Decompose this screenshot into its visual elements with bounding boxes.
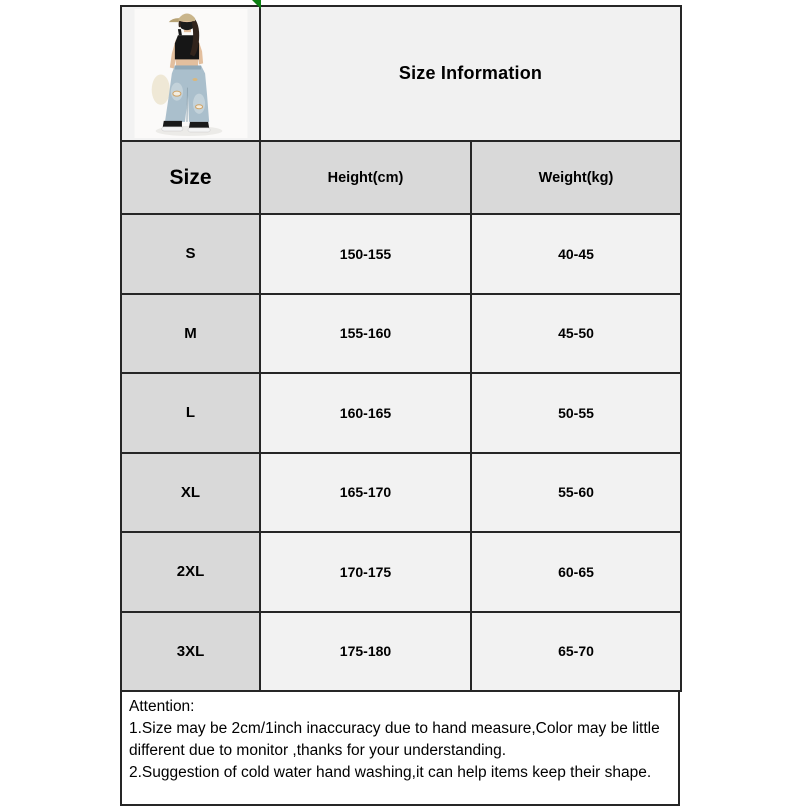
attention-heading: Attention:: [129, 698, 195, 715]
size-label: M: [121, 294, 260, 374]
table-row-2xl: [121, 532, 681, 612]
green-corner-marker-icon: [252, 0, 261, 9]
size-label: S: [121, 214, 260, 294]
table-header-row: [121, 141, 681, 214]
height-value: 175-180: [260, 612, 471, 692]
weight-value: 55-60: [471, 453, 681, 533]
attention-note-box: [120, 690, 680, 806]
weight-value: 45-50: [471, 294, 681, 374]
size-label: L: [121, 373, 260, 453]
page-title: Size Information: [260, 6, 681, 141]
size-label: XL: [121, 453, 260, 533]
table-row-m: [121, 294, 681, 374]
weight-value: 60-65: [471, 532, 681, 612]
height-value: 150-155: [260, 214, 471, 294]
attention-note-2: 2.Suggestion of cold water hand washing,it can help items keep their shape.: [129, 764, 652, 781]
photo-title-row: [121, 6, 681, 141]
column-header-size: Size: [121, 141, 260, 214]
model-photo-illustration: [132, 9, 250, 138]
column-header-height: Height(cm): [260, 141, 471, 214]
table-row-l: [121, 373, 681, 453]
size-label: 2XL: [121, 532, 260, 612]
product-model-photo: [122, 7, 259, 140]
height-value: 165-170: [260, 453, 471, 533]
size-chart-sheet: [120, 5, 680, 806]
column-header-weight: Weight(kg): [471, 141, 681, 214]
model-photo-cell: [121, 6, 260, 141]
size-table: [120, 5, 682, 692]
attention-note-1: 1.Size may be 2cm/1inch inaccuracy due to hand measure,Color may be little different due to monitor ,thanks for your understanding.: [129, 720, 660, 759]
weight-value: 65-70: [471, 612, 681, 692]
table-row-3xl: [121, 612, 681, 692]
weight-value: 40-45: [471, 214, 681, 294]
size-label: 3XL: [121, 612, 260, 692]
weight-value: 50-55: [471, 373, 681, 453]
height-value: 170-175: [260, 532, 471, 612]
table-row-xl: [121, 453, 681, 533]
height-value: 155-160: [260, 294, 471, 374]
height-value: 160-165: [260, 373, 471, 453]
table-row-s: [121, 214, 681, 294]
